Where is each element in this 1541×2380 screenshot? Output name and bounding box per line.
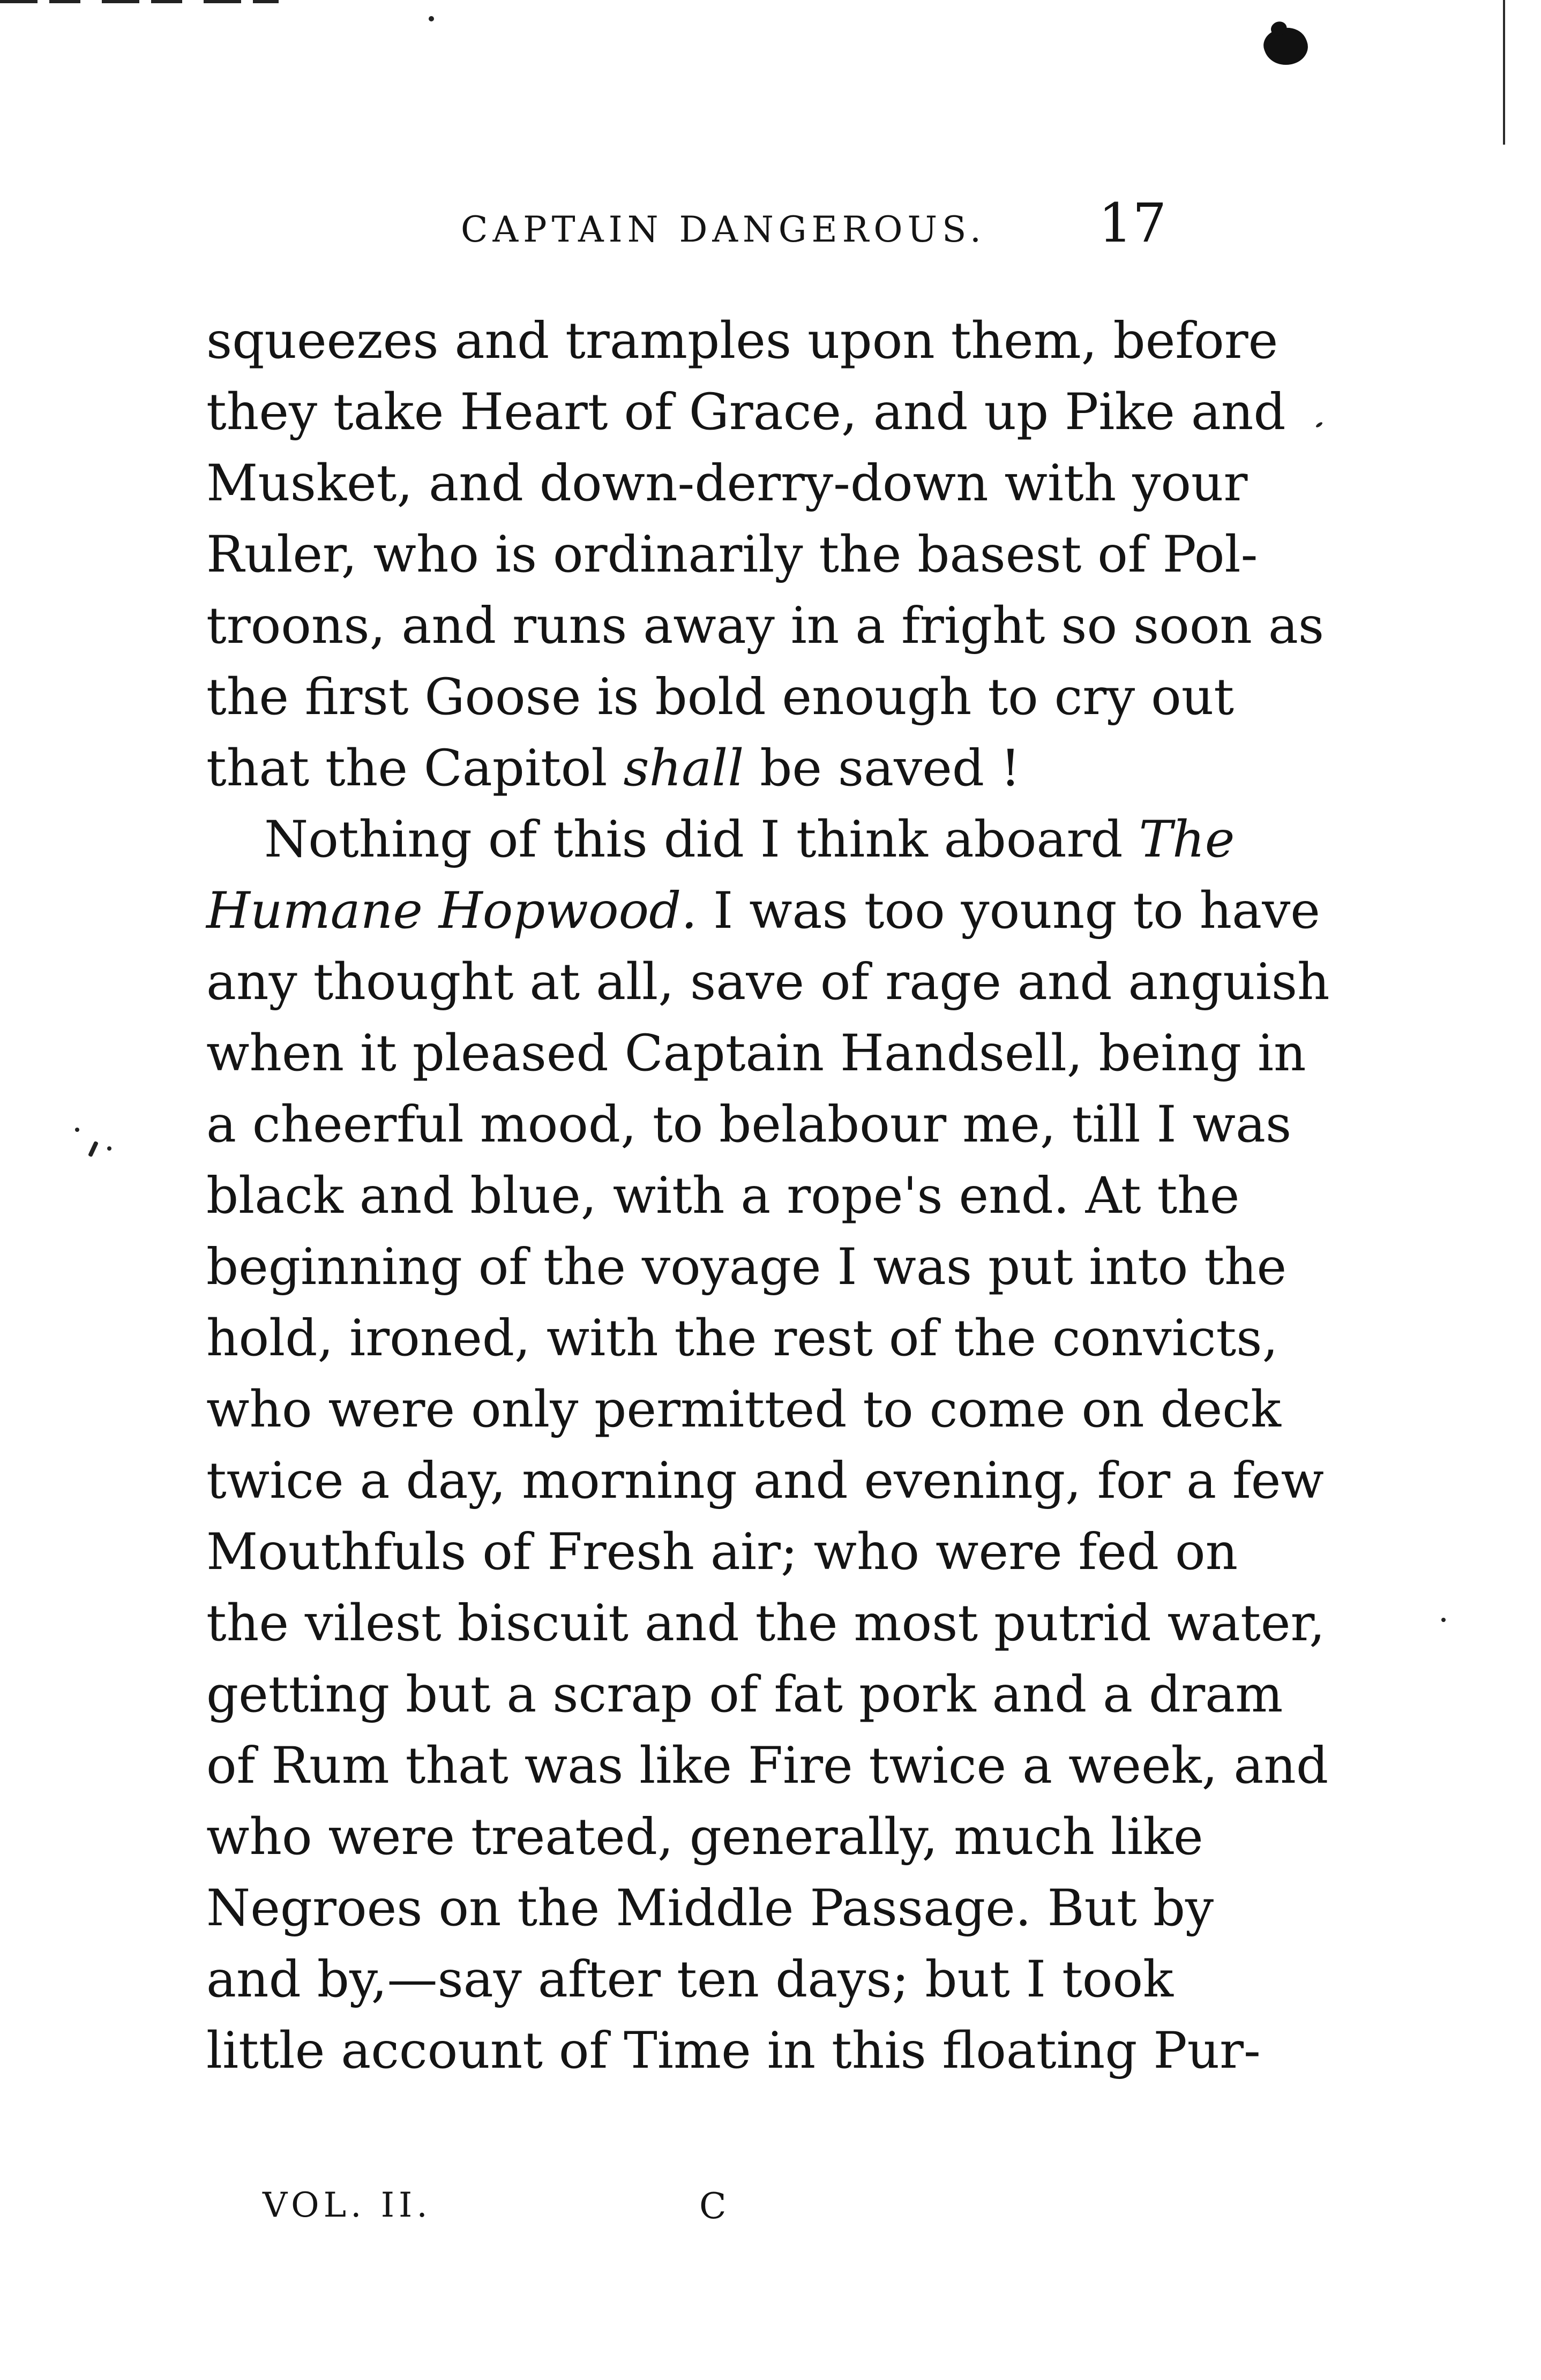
text-line: who were treated, generally, much like bbox=[206, 1808, 1203, 1866]
scan-speck bbox=[1441, 1618, 1446, 1622]
running-title: CAPTAIN DANGEROUS. bbox=[461, 209, 986, 250]
text-line: Ruler, who is ordinarily the basest of Pol- bbox=[206, 525, 1258, 584]
scan-speck bbox=[429, 16, 434, 21]
text-line: squeezes and tramples upon them, before bbox=[206, 312, 1278, 370]
text-line bbox=[206, 733, 1173, 804]
scan-edge-rule bbox=[1503, 0, 1505, 145]
scan-speck bbox=[88, 1141, 99, 1158]
text-line: the vilest biscuit and the most putrid water, bbox=[206, 1594, 1325, 1653]
italic-title: The bbox=[1139, 810, 1235, 869]
scan-speck bbox=[1315, 422, 1323, 429]
scan-edge-marks bbox=[0, 0, 279, 3]
text-line bbox=[206, 875, 1320, 947]
text-line: and by,—say after ten days; but I took bbox=[206, 1950, 1173, 2009]
text-line: any thought at all, save of rage and anguish bbox=[206, 953, 1330, 1011]
ink-blot bbox=[1259, 21, 1312, 71]
text-line bbox=[206, 804, 1235, 875]
page-number: 17 bbox=[1098, 192, 1167, 254]
text-line: hold, ironed, with the rest of the convicts, bbox=[206, 1309, 1278, 1368]
text-line: troons, and runs away in a fright so soon as bbox=[206, 597, 1325, 655]
italic-title: Humane Hopwood. bbox=[206, 882, 698, 940]
text-line: beginning of the voyage I was put into the bbox=[206, 1238, 1287, 1296]
text-line: Negroes on the Middle Passage. But by bbox=[206, 1879, 1214, 1938]
text-line: Musket, and down-derry-down with your bbox=[206, 454, 1248, 513]
italic-word: shall bbox=[623, 739, 744, 798]
text-line: a cheerful mood, to belabour me, till I was bbox=[206, 1095, 1292, 1154]
text-line: they take Heart of Grace, and up Pike and bbox=[206, 383, 1286, 441]
text-line: black and blue, with a rope's end. At the bbox=[206, 1167, 1240, 1225]
text-run: be saved ! bbox=[744, 739, 1021, 798]
scan-speck bbox=[75, 1128, 79, 1132]
text-line: the first Goose is bold enough to cry out bbox=[206, 668, 1235, 726]
volume-label: VOL. II. bbox=[263, 2186, 432, 2225]
text-line: twice a day, morning and evening, for a few bbox=[206, 1452, 1324, 1510]
text-line: of Rum that was like Fire twice a week, and bbox=[206, 1737, 1329, 1795]
text-line: little account of Time in this floating Pur- bbox=[206, 2022, 1261, 2080]
signature-mark: C bbox=[699, 2186, 727, 2227]
text-run: that the Capitol bbox=[206, 739, 624, 798]
body-text bbox=[206, 305, 1330, 2086]
text-run: Nothing of this did I think aboard bbox=[264, 810, 1139, 869]
text-line: when it pleased Captain Handsell, being in bbox=[206, 1024, 1306, 1083]
scan-speck bbox=[107, 1146, 111, 1151]
text-run: I was too young to have bbox=[697, 882, 1320, 940]
text-line: Mouthfuls of Fresh air; who were fed on bbox=[206, 1523, 1238, 1581]
text-line: who were only permitted to come on deck bbox=[206, 1380, 1281, 1439]
text-line: getting but a scrap of fat pork and a dram bbox=[206, 1665, 1283, 1724]
